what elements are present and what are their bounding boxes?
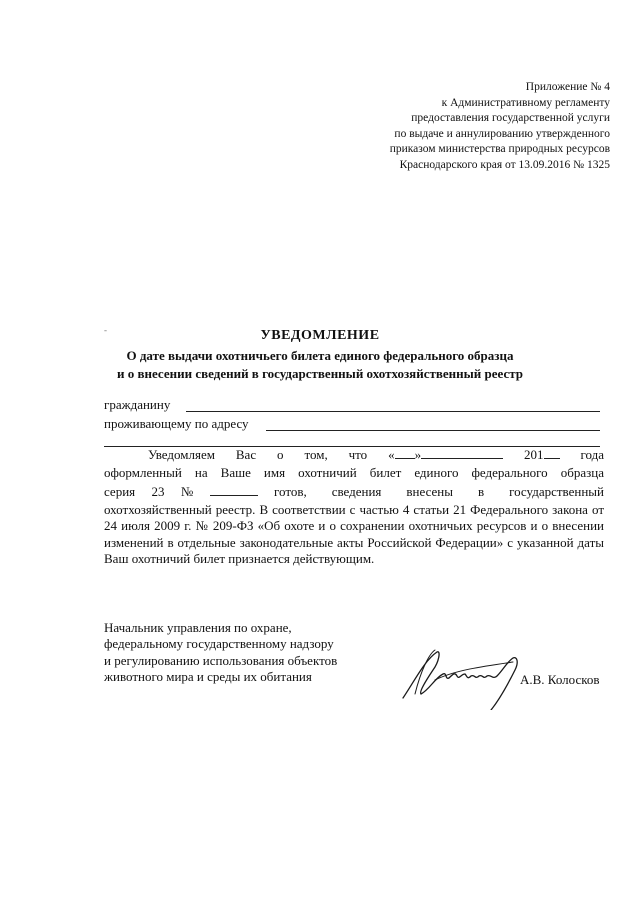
notice-line-3 (104, 484, 604, 500)
position-line: Начальник управления по охране, (104, 620, 292, 635)
year-prefix: 201 (524, 447, 544, 462)
appendix-note (250, 80, 610, 174)
month-blank (421, 447, 503, 459)
appendix-line: предоставления государственной услуги (411, 112, 610, 125)
document-subtitle-line: и о внесении сведений в государственный охотхозяйственный реестр (117, 366, 523, 381)
appendix-line: приказом министерства природных ресурсов (389, 143, 610, 156)
quote-open: « (388, 447, 395, 462)
word: года (580, 447, 604, 462)
word: том, (304, 447, 328, 462)
citizen-label: гражданину (104, 397, 171, 412)
citizen-blank-line (186, 411, 600, 412)
number-sign: № (180, 484, 194, 499)
appendix-line: по выдаче и аннулированию утвержденного (394, 127, 610, 140)
date-field (388, 447, 503, 463)
notice-paragraph: охотхозяйственный реестр. В соответствии с частью 4 статьи 21 Федерального закона от 24 июля 2009 г. № 209-ФЗ «Об охоте и о сохранении охотничьих ресурсов и о внесении изменений в отдельные законодательные акты Российской Федерации» с указанной даты Ваш охотничий билет признается действующим. (104, 502, 604, 567)
quote-close: » (414, 447, 422, 462)
appendix-line: Приложение № 4 (525, 81, 610, 93)
appendix-line: Краснодарского края от 13.09.2016 № 1325 (399, 158, 610, 171)
year-blank (544, 447, 560, 459)
scan-mark: - (104, 325, 107, 335)
number-blank (210, 484, 258, 496)
day-blank (395, 447, 415, 459)
position-line: и регулированию использования объектов (104, 652, 338, 668)
word: Вас (235, 447, 257, 462)
position-line: животного мира и среды их обитания (104, 669, 312, 685)
word: что (348, 447, 368, 462)
series-value: 23 (151, 484, 165, 499)
signer-name: А.В. Колосков (520, 672, 600, 687)
address-label: проживающему по адресу (104, 416, 249, 431)
document-subtitle-line: О дате выдачи охотничьего билета единого федерального образца (126, 348, 514, 363)
notice-line-2: оформленный на Ваше имя охотничий билет единого федерального образца (104, 465, 604, 480)
address-blank-line (266, 430, 600, 431)
position-line: федеральному государственному надзору (104, 636, 334, 652)
year-field (524, 447, 560, 463)
notice-line-3-rest: готов, сведения внесены в государственный (273, 484, 604, 499)
word: Уведомляем (148, 447, 215, 462)
document-title: УВЕДОМЛЕНИЕ (260, 328, 380, 343)
notice-line-1 (104, 447, 604, 463)
signer-position (104, 620, 337, 686)
word: о (277, 447, 284, 462)
word: серия (104, 484, 136, 499)
appendix-line: к Административному регламенту (441, 96, 610, 109)
